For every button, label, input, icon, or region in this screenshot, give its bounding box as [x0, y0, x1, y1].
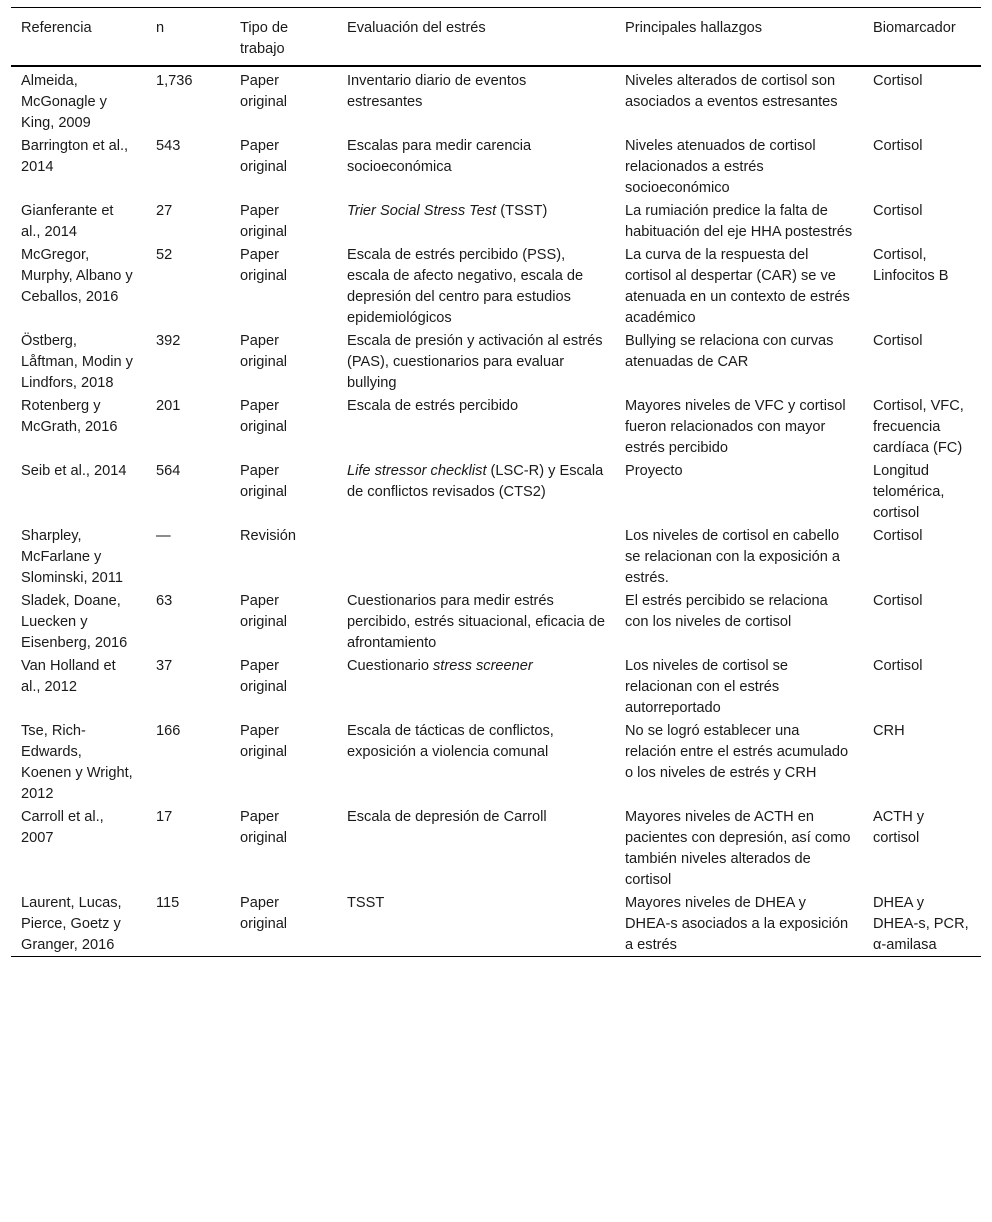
table-row	[11, 891, 981, 957]
cell-evaluacion-del-estres	[337, 589, 615, 654]
cell-principales-hallazgos: Mayores niveles de DHEA y DHEA-s asociados a la exposición a estrés	[625, 895, 849, 953]
cell-biomarcador: Cortisol	[873, 658, 923, 674]
cell-principales-hallazgos: Niveles atenuados de cortisol relacionados a estrés socioeconómico	[625, 138, 816, 196]
cell-tipo-de-trabajo: Paper original	[240, 809, 288, 846]
cell-n: 63	[156, 593, 173, 609]
cell-n: 1,736	[156, 73, 193, 89]
cell-tipo-de-trabajo: Paper original	[240, 333, 288, 370]
table-row	[11, 459, 981, 524]
cell-tipo-de-trabajo: Paper original	[240, 203, 288, 240]
cell-biomarcador: Cortisol, VFC, frecuencia cardíaca (FC)	[873, 398, 964, 456]
cell-principales-hallazgos: Los niveles de cortisol en cabello se relacionan con la exposición a estrés.	[625, 528, 840, 586]
cell-evaluacion-del-estres	[337, 199, 615, 243]
cell-principales-hallazgos: Mayores niveles de ACTH en pacientes con depresión, así como también niveles alterados de cortisol	[625, 809, 851, 888]
cell-n: 17	[156, 809, 173, 825]
table-row	[11, 243, 981, 329]
table-row	[11, 805, 981, 891]
header-referencia: Referencia	[21, 20, 92, 36]
cell-evaluacion-del-estres	[337, 394, 615, 459]
cell-evaluacion-del-estres	[337, 524, 615, 589]
cell-evaluacion-del-estres	[337, 805, 615, 891]
table-row	[11, 134, 981, 199]
cell-referencia: Sladek, Doane, Luecken y Eisenberg, 2016	[21, 593, 128, 651]
cell-referencia: Rotenberg y McGrath, 2016	[21, 398, 118, 435]
studies-table	[11, 7, 981, 957]
table-header	[11, 8, 981, 67]
header-row	[11, 8, 981, 67]
cell-n: 392	[156, 333, 181, 349]
header-n: n	[156, 20, 165, 36]
cell-principales-hallazgos: Mayores niveles de VFC y cortisol fueron relacionados con mayor estrés percibido	[625, 398, 846, 456]
cell-tipo-de-trabajo: Paper original	[240, 463, 288, 500]
cell-principales-hallazgos: La curva de la respuesta del cortisol al despertar (CAR) se ve atenuada en un contexto de estrés académico	[625, 247, 850, 326]
table-body	[11, 66, 981, 957]
cell-principales-hallazgos: El estrés percibido se relaciona con los niveles de cortisol	[625, 593, 828, 630]
cell-n: —	[156, 528, 171, 544]
table-row	[11, 589, 981, 654]
cell-evaluacion-del-estres	[337, 329, 615, 394]
cell-tipo-de-trabajo: Paper original	[240, 895, 288, 932]
cell-referencia: Carroll et al., 2007	[21, 809, 104, 846]
cell-referencia: Gianferante et al., 2014	[21, 203, 114, 240]
cell-evaluacion-del-estres	[337, 891, 615, 957]
cell-biomarcador: Longitud telomérica, cortisol	[873, 463, 945, 521]
cell-referencia: Sharpley, McFarlane y Slominski, 2011	[21, 528, 123, 586]
cell-referencia: Seib et al., 2014	[21, 463, 127, 479]
evaluacion-italic: Life stressor checklist	[347, 463, 487, 479]
table-container	[11, 7, 981, 957]
cell-biomarcador: Cortisol	[873, 528, 923, 544]
evaluacion-text: Escala de presión y activación al estrés (PAS), cuestionarios para evaluar bullying	[347, 333, 603, 391]
cell-evaluacion-del-estres	[337, 243, 615, 329]
cell-biomarcador: Cortisol	[873, 203, 923, 219]
table-row	[11, 329, 981, 394]
cell-tipo-de-trabajo: Paper original	[240, 723, 288, 760]
evaluacion-text: Escalas para medir carencia socioeconómica	[347, 138, 532, 175]
header-tipo-de-trabajo: Tipo de trabajo	[240, 20, 289, 57]
cell-referencia: Laurent, Lucas, Pierce, Goetz y Granger, 2016	[21, 895, 122, 953]
cell-biomarcador: Cortisol	[873, 593, 923, 609]
evaluacion-text: (TSST)	[496, 203, 548, 219]
evaluacion-text: (LSC-R) y Escala de conflictos revisados (CTS2)	[347, 463, 604, 500]
evaluacion-italic: stress screener	[433, 658, 533, 674]
cell-tipo-de-trabajo: Paper original	[240, 658, 288, 695]
cell-evaluacion-del-estres	[337, 719, 615, 805]
cell-referencia: Almeida, McGonagle y King, 2009	[21, 73, 107, 131]
cell-n: 543	[156, 138, 181, 154]
cell-n: 166	[156, 723, 181, 739]
evaluacion-prefix: Cuestionario	[347, 658, 433, 674]
table-row	[11, 719, 981, 805]
evaluacion-italic: Trier Social Stress Test	[347, 203, 497, 219]
cell-n: 564	[156, 463, 181, 479]
evaluacion-text: Escala de estrés percibido	[347, 398, 519, 414]
cell-biomarcador: Cortisol, Linfocitos B	[873, 247, 949, 284]
cell-referencia: Tse, Rich-Edwards, Koenen y Wright, 2012	[21, 723, 133, 802]
table-row	[11, 524, 981, 589]
evaluacion-text: TSST	[347, 895, 385, 911]
cell-principales-hallazgos: No se logró establecer una relación entre el estrés acumulado o los niveles de estrés y CRH	[625, 723, 849, 781]
cell-biomarcador: Cortisol	[873, 73, 923, 89]
cell-principales-hallazgos: Niveles alterados de cortisol son asociados a eventos estresantes	[625, 73, 838, 110]
cell-referencia: Barrington et al., 2014	[21, 138, 129, 175]
evaluacion-text: Escala de tácticas de conflictos, exposición a violencia comunal	[347, 723, 554, 760]
cell-n: 201	[156, 398, 181, 414]
cell-evaluacion-del-estres	[337, 654, 615, 719]
cell-tipo-de-trabajo: Revisión	[240, 528, 296, 544]
table-row	[11, 199, 981, 243]
cell-referencia: Van Holland et al., 2012	[21, 658, 116, 695]
table-row	[11, 66, 981, 134]
cell-principales-hallazgos: Bullying se relaciona con curvas atenuadas de CAR	[625, 333, 834, 370]
cell-principales-hallazgos: La rumiación predice la falta de habituación del eje HHA postestrés	[625, 203, 853, 240]
cell-biomarcador: Cortisol	[873, 333, 923, 349]
header-evaluacion-del-estres: Evaluación del estrés	[347, 20, 486, 36]
cell-evaluacion-del-estres	[337, 66, 615, 134]
evaluacion-text: Escala de depresión de Carroll	[347, 809, 547, 825]
cell-tipo-de-trabajo: Paper original	[240, 73, 288, 110]
cell-tipo-de-trabajo: Paper original	[240, 138, 288, 175]
cell-n: 27	[156, 203, 173, 219]
cell-biomarcador: Cortisol	[873, 138, 923, 154]
header-biomarcador: Biomarcador	[873, 20, 956, 36]
cell-referencia: Östberg, Låftman, Modin y Lindfors, 2018	[21, 333, 133, 391]
table-row	[11, 394, 981, 459]
cell-tipo-de-trabajo: Paper original	[240, 593, 288, 630]
cell-evaluacion-del-estres	[337, 459, 615, 524]
evaluacion-text: Cuestionarios para medir estrés percibido, estrés situacional, eficacia de afrontamiento	[347, 593, 605, 651]
cell-biomarcador: ACTH y cortisol	[873, 809, 925, 846]
cell-n: 52	[156, 247, 173, 263]
evaluacion-text: Escala de estrés percibido (PSS), escala de afecto negativo, escala de depresión del centro para estudios epidemiológicos	[347, 247, 584, 326]
cell-principales-hallazgos: Proyecto	[625, 463, 683, 479]
cell-n: 37	[156, 658, 173, 674]
evaluacion-text: Inventario diario de eventos estresantes	[347, 73, 527, 110]
cell-biomarcador: CRH	[873, 723, 905, 739]
cell-tipo-de-trabajo: Paper original	[240, 398, 288, 435]
cell-tipo-de-trabajo: Paper original	[240, 247, 288, 284]
cell-biomarcador: DHEA y DHEA-s, PCR, α-amilasa	[873, 895, 969, 953]
cell-evaluacion-del-estres	[337, 134, 615, 199]
cell-n: 115	[156, 895, 180, 911]
table-row	[11, 654, 981, 719]
cell-principales-hallazgos: Los niveles de cortisol se relacionan con el estrés autorreportado	[625, 658, 789, 716]
header-principales-hallazgos: Principales hallazgos	[625, 20, 763, 36]
cell-referencia: McGregor, Murphy, Albano y Ceballos, 2016	[21, 247, 133, 305]
